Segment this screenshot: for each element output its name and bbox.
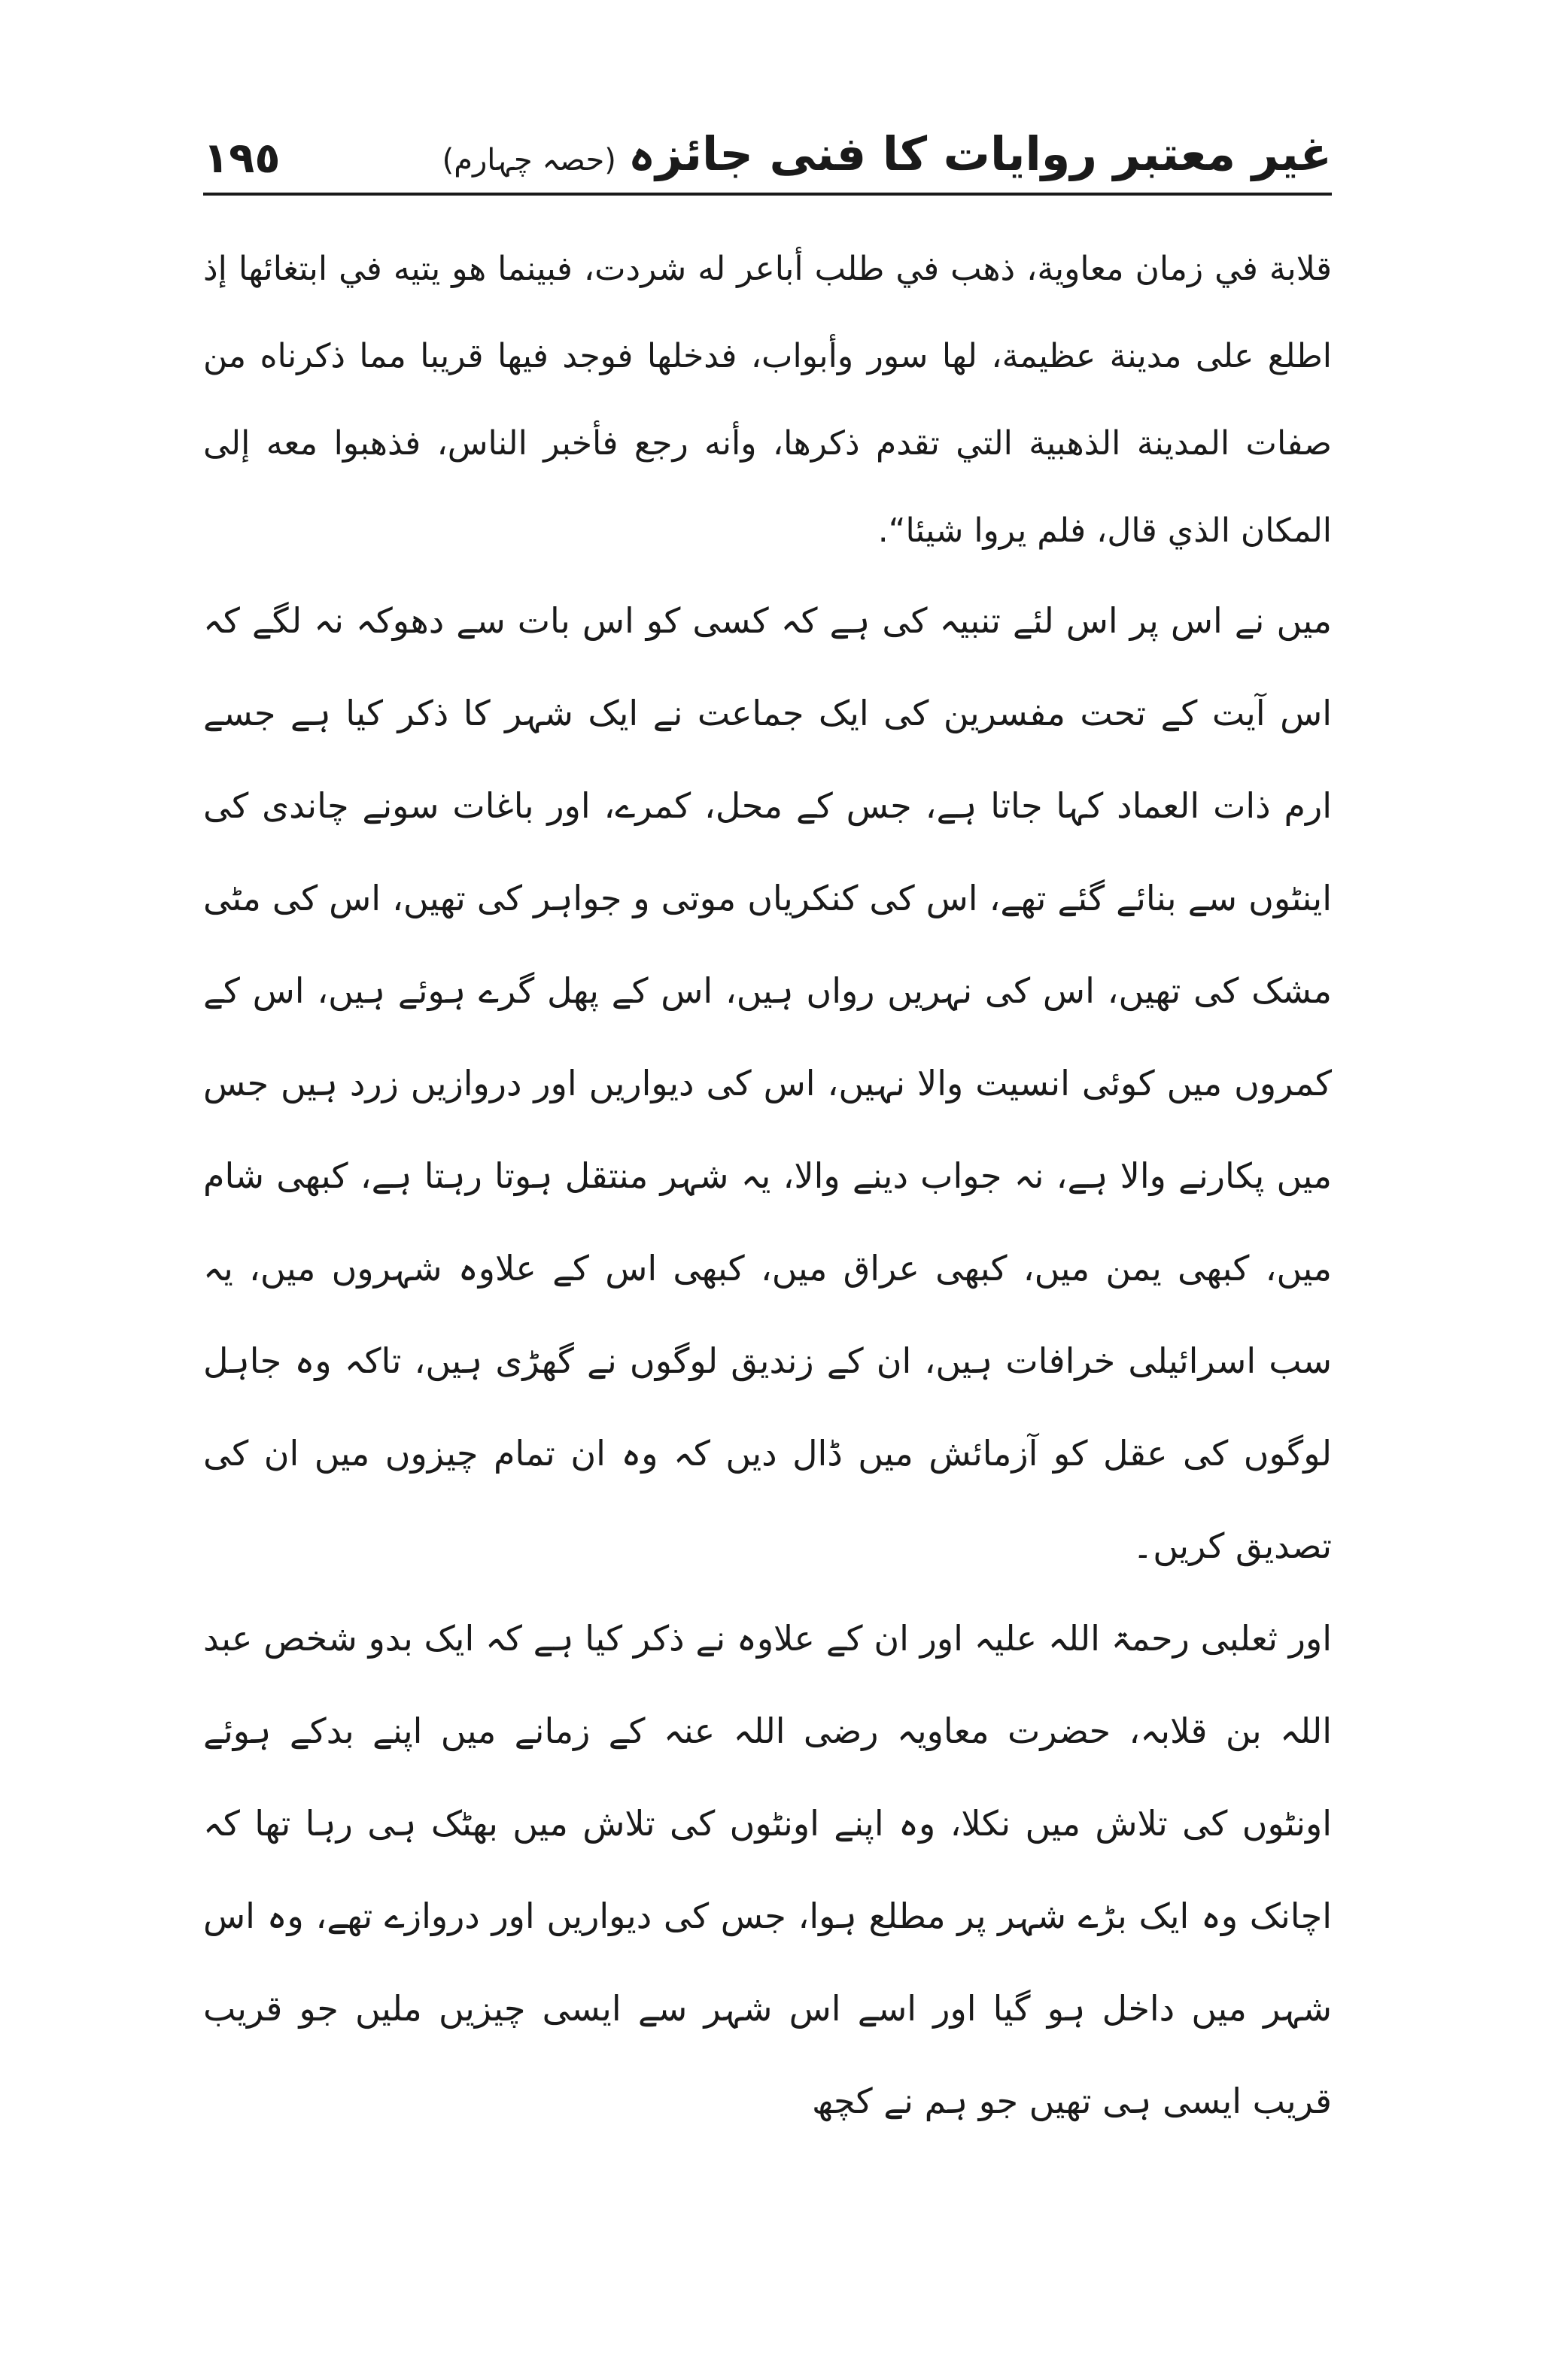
urdu-paragraph-thalabi: اور ثعلبی رحمۃ اللہ علیہ اور ان کے علاوہ نے ذکر کیا ہے کہ ایک بدو شخص عبد اللہ بن قلابہ، حضرت معاویہ رضی اللہ عنہ کے زمانے میں اپنے بدکے ہوئے اونٹوں کی تلاش میں نکلا، وہ اپنے اونٹوں کی تلاش میں بھٹک ہی رہا تھا کہ اچانک وہ ایک بڑے شہر پر مطلع ہوا، جس کی دیواریں اور دروازے تھے، وہ اس شہر میں داخل ہو گیا اور اسے اس شہر سے ایسی چیزیں ملیں جو قریب قریب ایسی ہی تھیں جو ہم نے کچھ <box>203 1618 1332 2121</box>
book-title: غیر معتبر روایات کا فنی جائزہ <box>628 126 1332 181</box>
running-title <box>442 126 1332 181</box>
book-subtitle: (حصہ چہارم) <box>442 143 616 178</box>
header-rule <box>203 193 1332 196</box>
page-header <box>203 113 1332 196</box>
page-number: ١٩٥ <box>203 134 281 183</box>
urdu-paragraph-warning: میں نے اس پر اس لئے تنبیہ کی ہے کہ کسی کو اس بات سے دھوکہ نہ لگے کہ اس آیت کے تحت مفسرین کی ایک جماعت نے ایک شہر کا ذکر کیا ہے جسے ارم ذات العماد کہا جاتا ہے، جس کے محل، کمرے، اور باغات سونے چاندی کی اینٹوں سے بنائے گئے تھے، اس کی کنکریاں موتی و جواہر کی تھیں، اس کی مٹی مشک کی تھیں، اس کی نہریں رواں ہیں، اس کے پھل گرے ہوئے ہیں، اس کے کمروں میں کوئی انسیت والا نہیں، اس کی دیواریں اور دروازیں زرد ہیں جس میں پکارنے والا ہے، نہ جواب دینے والا، یہ شہر منتقل ہوتا رہتا ہے، کبھی شام میں، کبھی یمن میں، کبھی عراق میں، کبھی اس کے علاوہ شہروں میں، یہ سب اسرائیلی خرافات ہیں، ان کے زندیق لوگوں نے گھڑی ہیں، تاکہ وہ جاہل لوگوں کی عقل کو آزمائش میں ڈال دیں کہ وہ ان تمام چیزوں میں ان کی تصدیق کریں۔ <box>203 600 1332 1566</box>
body-text <box>203 226 1332 2148</box>
arabic-quote-paragraph: قلابة في زمان معاوية، ذهب في طلب أباعر له شردت، فبينما هو يتيه في ابتغائها إذ اطلع على مدينة عظيمة، لها سور وأبواب، فدخلها فوجد فيها قريبا مما ذكرناه من صفات المدينة الذهبية التي تقدم ذكرها، وأنه رجع فأخبر الناس، فذهبوا معه إلى المكان الذي قال، فلم يروا شيئا“. <box>203 250 1332 550</box>
